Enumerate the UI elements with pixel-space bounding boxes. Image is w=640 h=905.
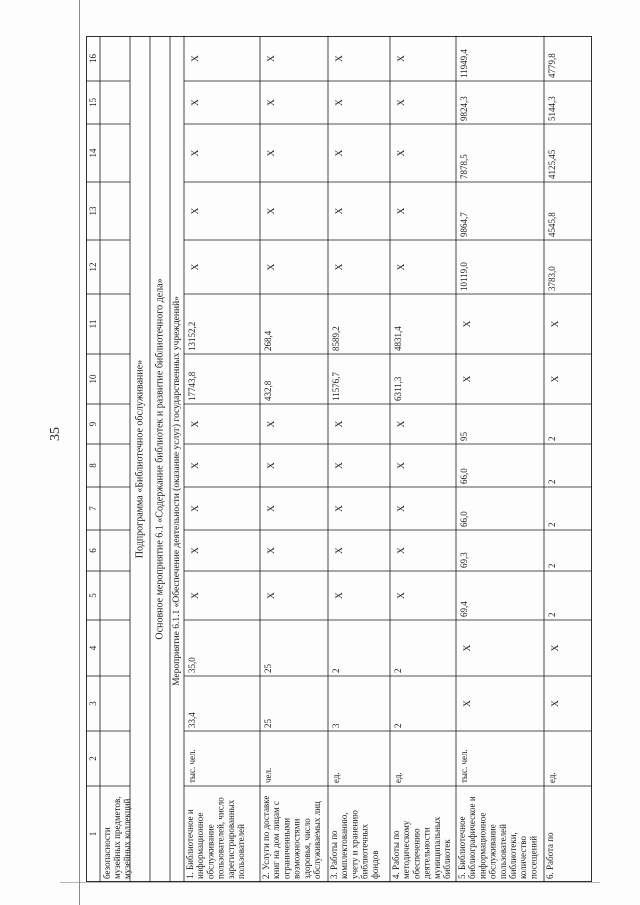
row-5-col-9: 95 <box>459 432 469 441</box>
row-2-unit: чел. <box>263 767 273 783</box>
row-5-name-line: библиографическое и <box>467 796 478 879</box>
row-6-col-6: 2 <box>547 563 557 568</box>
row-6-col-13: 4545,8 <box>547 212 557 237</box>
row-5-col-12: 10119,0 <box>459 262 469 291</box>
row-3-unit: ед. <box>331 772 341 783</box>
row-1-col-13-x: X <box>191 207 201 215</box>
row-1-col-8-x: X <box>191 462 201 469</box>
row-5-name-line: пользователей <box>497 824 508 879</box>
row-6-col-10-x: X <box>551 375 561 383</box>
row-3-col-4: 2 <box>331 668 341 673</box>
row-2-col-6-x: X <box>267 547 277 554</box>
row-2-col-4: 25 <box>263 664 273 673</box>
row-3-col-7-x: X <box>335 505 345 512</box>
row-2-col-3: 25 <box>263 719 273 728</box>
row-1-name-line: пользователей, число <box>215 797 226 879</box>
row-5-col-5: 69,4 <box>459 601 469 617</box>
header-cell-12: 12 <box>88 262 98 272</box>
row-3-name-line: фондов <box>369 850 380 879</box>
row-1-name-line: пользователей <box>236 824 246 879</box>
row-4-col-15-x: X <box>397 99 407 106</box>
row-2-name-line: возможностями <box>291 818 302 879</box>
row-3-name-line: 3. Работы по <box>329 830 339 879</box>
row-2-col-15-x: X <box>267 99 277 106</box>
row-4-col-5-x: X <box>397 592 407 599</box>
row-4-name-line: муниципальных <box>431 816 442 879</box>
row-6-col-8: 2 <box>547 479 557 484</box>
row-1-col-4: 35,0 <box>187 657 197 673</box>
row-4-col-6-x: X <box>397 547 407 554</box>
row-2-col-16-x: X <box>267 55 277 62</box>
rotated-table-page <box>86 36 592 882</box>
row-3-col-13-x: X <box>335 207 345 215</box>
header-cell-15: 15 <box>88 98 98 107</box>
row-2-col-13-x: X <box>267 207 277 215</box>
row-5-name-line: библиотеки, <box>508 832 518 879</box>
row-1-unit: тыс. чел. <box>187 749 197 783</box>
row-5-col-16: 11949,4 <box>459 49 469 78</box>
header-cell-11: 11 <box>88 319 98 329</box>
row-3-name-line: библиотечных <box>359 823 370 879</box>
scan-edge-bottom <box>60 882 600 883</box>
row-2-col-14-x: X <box>267 149 277 157</box>
row-3-name-line: учету и хранению <box>349 810 360 879</box>
row-4-name-line: методическому <box>401 820 412 879</box>
row-6-col-7: 2 <box>547 522 557 527</box>
row-4-name-line: 4. Работы по <box>391 830 401 879</box>
row-4-unit: ед. <box>393 772 403 783</box>
row-3-col-10: 11576,7 <box>331 372 341 401</box>
row-4-col-14-x: X <box>397 149 407 157</box>
row-4-col-9-x: X <box>397 420 407 428</box>
row-1-name-line: обслуживание <box>205 824 216 879</box>
row-2-name-line: ограниченными <box>281 817 292 879</box>
row-5-name-line: количество <box>518 836 529 879</box>
row-2-col-8-x: X <box>267 462 277 469</box>
row-4-col-11: 4831,4 <box>393 326 403 351</box>
row-6-col-5: 2 <box>547 612 557 617</box>
row-3-col-9-x: X <box>335 420 345 428</box>
row-5-col-15: 9824,3 <box>459 96 469 121</box>
row-1-col-16-x: X <box>191 55 201 62</box>
row-2-col-11: 268,4 <box>263 330 273 351</box>
row-6-col-9: 2 <box>547 436 557 441</box>
row-2-col-10: 432,8 <box>263 380 273 401</box>
row-3-col-3: 3 <box>331 723 341 728</box>
budget-table <box>86 36 592 882</box>
row-5-col-14: 7878,5 <box>459 154 469 179</box>
header-cell-10: 10 <box>88 374 98 384</box>
row-4-name-line: обеспечению <box>411 828 422 879</box>
row-4-col-12-x: X <box>397 263 407 271</box>
row-2-name-line: 2. Услуги по доставке <box>261 795 271 879</box>
page-number: 35 <box>48 427 63 441</box>
row-4-name-line: библиотек <box>442 839 452 879</box>
row-3-name-line: комплектованию, <box>339 812 350 879</box>
row-2-name-line: обслуживаемых лиц <box>312 801 322 879</box>
row-6-col-3-x: X <box>551 700 561 707</box>
row-4-col-3: 2 <box>393 723 403 728</box>
row-5-col-3-x: X <box>463 700 473 707</box>
row-5-name-line: посещений <box>528 835 539 879</box>
header-cell-8: 8 <box>88 463 98 468</box>
row-4-name-line: деятельности <box>421 827 432 879</box>
row-5-name-line: 5. Библиотечное <box>457 816 467 879</box>
row-6-col-11-x: X <box>551 320 561 328</box>
row-4-col-16-x: X <box>397 55 407 62</box>
row-1-name-line: информационное <box>195 812 206 879</box>
row-1-col-11: 13152,2 <box>187 321 197 351</box>
header-cell-2: 2 <box>88 756 98 761</box>
continuation-text-line: музейных предметов, <box>112 796 122 879</box>
row-1-name-line: 1. Библиотечное и <box>185 809 195 879</box>
row-4-col-4: 2 <box>393 668 403 673</box>
row-5-col-7: 66,0 <box>459 511 469 527</box>
row-1-col-12-x: X <box>191 263 201 271</box>
row-6-unit: ед. <box>547 772 557 783</box>
row-1-col-7-x: X <box>191 505 201 512</box>
row-1-col-3: 33,4 <box>187 712 197 728</box>
row-3-col-5-x: X <box>335 592 345 599</box>
row-4-col-10: 6311,3 <box>393 376 403 401</box>
header-cell-3: 3 <box>88 701 98 706</box>
row-1-col-5-x: X <box>191 592 201 599</box>
row-6-col-16: 4779,8 <box>547 53 557 78</box>
row-1-col-9-x: X <box>191 420 201 428</box>
header-cell-7: 7 <box>88 506 98 511</box>
row-3-col-11: 8589,2 <box>331 326 341 351</box>
row-1-name-line: зарегистрированных <box>225 799 236 879</box>
row-5-name-line: обслуживание <box>487 824 498 879</box>
scan-edge-left <box>79 0 80 905</box>
row-2-col-5-x: X <box>267 592 277 599</box>
row-4-col-7-x: X <box>397 505 407 512</box>
row-1-col-14-x: X <box>191 149 201 157</box>
row-3-col-6-x: X <box>335 547 345 554</box>
subprogram-title: Подпрограмма «Библиотечное обслуживание» <box>134 359 146 559</box>
row-6-col-15: 5144,3 <box>547 96 557 121</box>
row-6-name-line: 6. Работа по <box>545 832 555 879</box>
row-4-col-13-x: X <box>397 207 407 215</box>
header-cell-16: 16 <box>88 54 98 63</box>
row-1-col-15-x: X <box>191 99 201 106</box>
sub-activity-title: Мероприятие 6.1.1 «Обеспечение деятельности (оказание услуг) государственных учреждений» <box>172 296 182 686</box>
row-3-col-8-x: X <box>335 462 345 469</box>
row-3-col-15-x: X <box>335 99 345 106</box>
row-5-unit: тыс. чел. <box>459 749 469 783</box>
row-5-col-10-x: X <box>463 375 473 383</box>
row-3-col-12-x: X <box>335 263 345 271</box>
header-cell-6: 6 <box>88 548 98 553</box>
header-cell-4: 4 <box>88 645 98 651</box>
header-cell-13: 13 <box>88 206 98 216</box>
row-5-col-8: 66,0 <box>459 468 469 484</box>
row-2-name-line: здоровья, число <box>301 818 312 879</box>
header-cell-1: 1 <box>88 831 98 837</box>
row-4-col-8-x: X <box>397 462 407 469</box>
row-5-col-11-x: X <box>463 320 473 328</box>
header-cell-14: 14 <box>88 148 98 158</box>
row-2-col-7-x: X <box>267 505 277 512</box>
row-1-col-6-x: X <box>191 547 201 554</box>
row-5-col-6: 69,3 <box>459 552 469 568</box>
row-6-col-14: 4125,45 <box>547 149 557 179</box>
row-5-col-4-x: X <box>463 644 473 652</box>
main-activity-title: Основное мероприятие 6.1 «Содержание библиотек и развитие библиотечного дела» <box>154 278 166 640</box>
row-6-col-4-x: X <box>551 644 561 652</box>
row-2-col-9-x: X <box>267 420 277 428</box>
row-1-col-10: 17743,8 <box>187 371 197 401</box>
header-cell-9: 9 <box>88 421 98 427</box>
continuation-text-line: безопасности <box>102 827 112 879</box>
row-3-col-14-x: X <box>335 149 345 157</box>
row-2-name-line: книг на дом лицам с <box>271 801 282 879</box>
header-cell-5: 5 <box>88 593 98 598</box>
row-3-col-16-x: X <box>335 55 345 62</box>
row-5-name-line: информационное <box>477 812 488 879</box>
row-2-col-12-x: X <box>267 263 277 271</box>
row-5-col-13: 9864,7 <box>459 212 469 237</box>
row-6-col-12: 3783,0 <box>547 266 557 291</box>
continuation-text-line: музейных коллекций <box>122 798 132 879</box>
